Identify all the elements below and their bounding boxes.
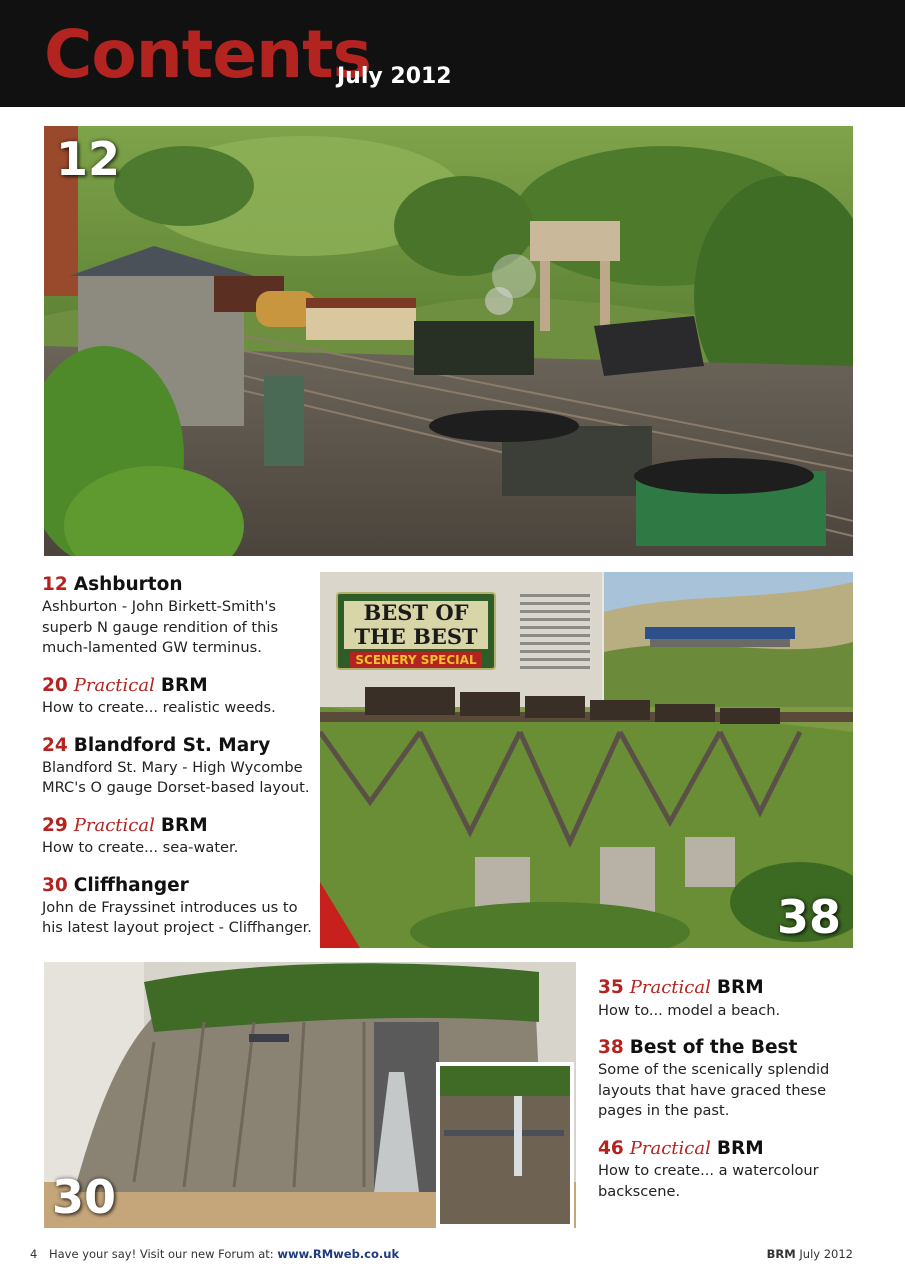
entry-title: BRM	[716, 1137, 764, 1159]
footer-text: Have your say! Visit our new Forum at:	[48, 1247, 274, 1261]
contents-entry[interactable]	[42, 874, 314, 939]
contents-entry[interactable]	[42, 573, 314, 659]
entry-description: How to... model a beach.	[598, 1001, 781, 1019]
page-header	[0, 0, 905, 107]
issue-date: July 2012	[337, 64, 452, 89]
footer-right	[767, 1247, 853, 1261]
badge-line: THE BEST	[344, 625, 488, 649]
entry-practical-label: Practical	[73, 814, 155, 836]
cliffhanger-photo[interactable]	[44, 962, 576, 1228]
best-of-the-best-photo[interactable]	[320, 572, 853, 948]
footer-page-number: 4	[30, 1247, 38, 1261]
entry-title: BRM	[716, 977, 764, 998]
scenery-special-badge	[336, 592, 496, 670]
page-footer	[30, 1247, 853, 1263]
entry-title: Blandford St. Mary	[73, 734, 271, 756]
contents-entry[interactable]	[598, 1036, 868, 1122]
contents-list-left	[42, 573, 314, 954]
entry-description: Blandford St. Mary - High Wycombe MRC's O gauge Dorset-based layout.	[42, 758, 310, 797]
entry-page-number: 30	[42, 874, 68, 896]
page-title: Contents	[44, 16, 371, 93]
entry-heading	[598, 976, 868, 1000]
forum-link[interactable]: www.RMweb.co.uk	[277, 1247, 400, 1261]
ashburton-photo[interactable]	[44, 126, 853, 556]
contents-list-right	[598, 976, 868, 1217]
entry-heading	[598, 1137, 868, 1161]
entry-practical-label: Practical	[629, 977, 711, 998]
entry-page-number: 46	[598, 1137, 624, 1159]
cliff-illustration	[44, 962, 576, 1228]
entry-title: BRM	[160, 814, 208, 836]
entry-practical-label: Practical	[629, 1137, 711, 1159]
entry-title: Cliffhanger	[73, 874, 189, 896]
entry-description: Ashburton - John Birkett-Smith's superb N gauge rendition of this much-lamented GW terminus.	[42, 598, 279, 657]
footer-brand: BRM	[766, 1247, 796, 1261]
entry-page-number: 38	[598, 1037, 624, 1058]
entry-heading	[42, 814, 314, 838]
entry-heading	[42, 734, 314, 757]
entry-heading	[598, 1036, 868, 1059]
badge-subtitle: SCENERY SPECIAL	[350, 652, 482, 668]
entry-description: How to create... sea-water.	[42, 839, 239, 857]
entry-heading	[42, 874, 314, 897]
entry-page-number: 29	[42, 814, 68, 836]
entry-page-number: 24	[42, 734, 68, 756]
footer-issue: July 2012	[799, 1247, 853, 1261]
entry-page-number: 35	[598, 977, 624, 998]
entry-heading	[42, 674, 314, 698]
entry-title: Ashburton	[73, 574, 183, 595]
contents-entry[interactable]	[42, 674, 314, 719]
entry-page-number: 12	[42, 574, 68, 595]
page-number-overlay: 38	[776, 890, 841, 944]
entry-title: BRM	[160, 674, 208, 696]
contents-entry[interactable]	[598, 1137, 868, 1203]
badge-line: BEST OF	[344, 601, 488, 625]
entry-practical-label: Practical	[73, 674, 155, 696]
page-number-overlay: 12	[56, 132, 121, 186]
footer-left	[30, 1247, 399, 1261]
entry-page-number: 20	[42, 674, 68, 696]
ashburton-illustration	[44, 126, 853, 556]
entry-description: John de Frayssinet introduces us to his latest layout project - Cliffhanger.	[42, 898, 312, 937]
contents-entry[interactable]	[42, 814, 314, 859]
contents-entry[interactable]	[42, 734, 314, 799]
page-number-overlay: 30	[52, 1170, 117, 1224]
entry-title: Best of the Best	[629, 1037, 798, 1058]
entry-description: How to create... a watercolour backscene.	[598, 1162, 819, 1200]
entry-description: Some of the scenically splendid layouts that have graced these pages in the past.	[598, 1061, 830, 1120]
entry-heading	[42, 573, 314, 596]
contents-entry[interactable]	[598, 976, 868, 1021]
entry-description: How to create... realistic weeds.	[42, 699, 276, 717]
